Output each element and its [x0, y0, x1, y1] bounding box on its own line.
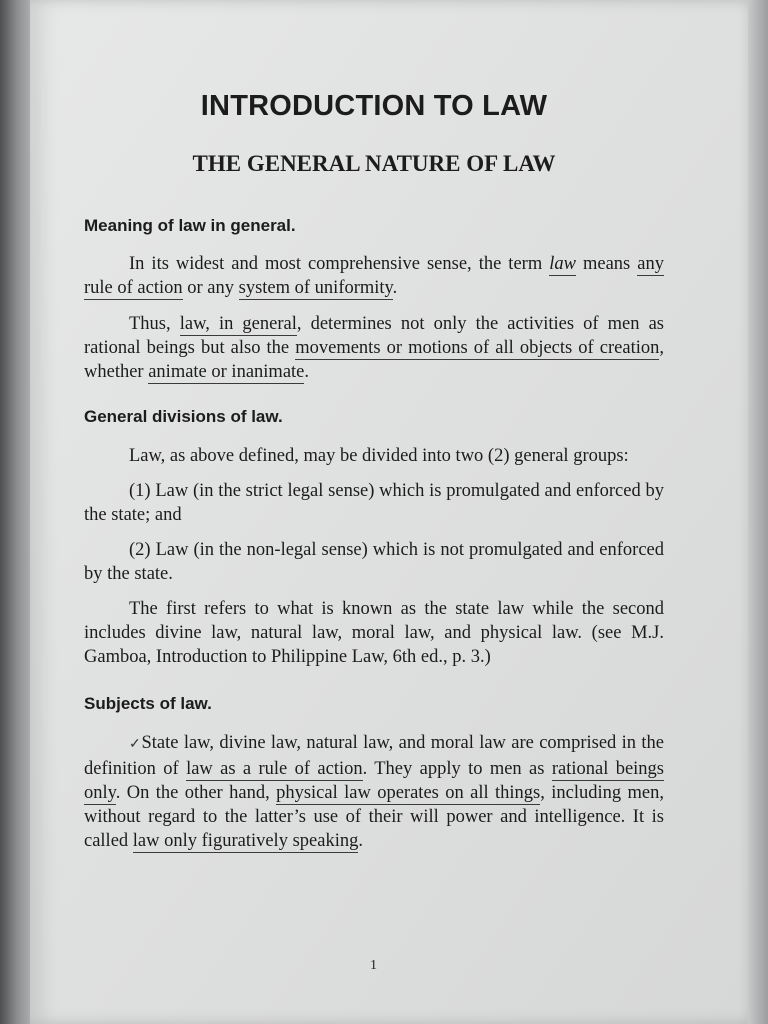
paragraph-meaning-1 — [84, 252, 664, 300]
text-run: . On the other hand, — [115, 783, 277, 803]
section-heading-divisions: General divisions of law. — [84, 407, 283, 426]
check-mark-icon: ✓ — [129, 737, 142, 752]
page-content — [84, 84, 664, 853]
page-title: INTRODUCTION TO LAW — [200, 90, 548, 122]
text-run: Thus, — [129, 314, 180, 334]
underlined-movements-of-objects: movements or motions of all objects of creation — [295, 338, 660, 358]
text-run: , including men, without regard to the latter’s use of their will power and intelligence. It is called — [84, 783, 665, 851]
section-heading-meaning: Meaning of law in general. — [84, 216, 296, 235]
underlined-physical-law: physical law operates on all things — [276, 783, 541, 803]
section-heading-subjects: Subjects of law. — [84, 694, 212, 713]
paragraph-divisions-1: Law, as above defined, may be divided into two (2) general groups: — [129, 446, 629, 466]
paragraph-divisions-3: (2) Law (in the non-legal sense) which is not promulgated and enforced by the state. — [84, 540, 664, 584]
text-run: , whether — [84, 338, 664, 382]
underlined-system-of-uniformity: system of uniformity — [238, 278, 393, 298]
underlined-figuratively: law only figuratively speaking — [132, 831, 359, 851]
page-number: 1 — [370, 958, 377, 973]
underlined-rule-of-action: any rule of action — [84, 254, 664, 298]
underlined-law-in-general: law, in general — [179, 314, 297, 334]
text-run: , determines not only the activities of men as rational beings but also the — [84, 314, 664, 358]
text-run: . — [392, 278, 398, 298]
page-subtitle: THE GENERAL NATURE OF LAW — [192, 151, 556, 176]
paragraph-meaning-2 — [84, 312, 664, 384]
underlined-term-law: law — [549, 254, 576, 274]
text-run: . — [304, 362, 310, 382]
page-edge — [748, 0, 768, 1024]
paragraph-divisions-2: (1) Law (in the strict legal sense) which is promulgated and enforced by the state; and — [84, 481, 664, 525]
text-run: means — [575, 254, 638, 274]
underlined-rule-of-action-2: law as a rule of action — [186, 759, 363, 779]
underlined-rational-beings: rational beings only — [84, 759, 664, 803]
text-run: . — [358, 831, 363, 851]
paragraph-subjects — [84, 731, 664, 853]
text-run: State law, divine law, natural law, and moral law are comprised in the definition of — [84, 733, 664, 779]
text-run: In its widest and most comprehensive sense, the term — [129, 254, 550, 274]
text-run: or any — [182, 278, 239, 298]
text-run: . They apply to men as — [362, 759, 552, 779]
paragraph-divisions-4: The first refers to what is known as the state law while the second includes divine law, natural law, moral law, and physical law. (see M.J. Gamboa, Introduction to Philippine Law, 6th ed., p. 3.) — [84, 599, 664, 667]
underlined-animate-or-inanimate: animate or inanimate — [148, 362, 305, 382]
